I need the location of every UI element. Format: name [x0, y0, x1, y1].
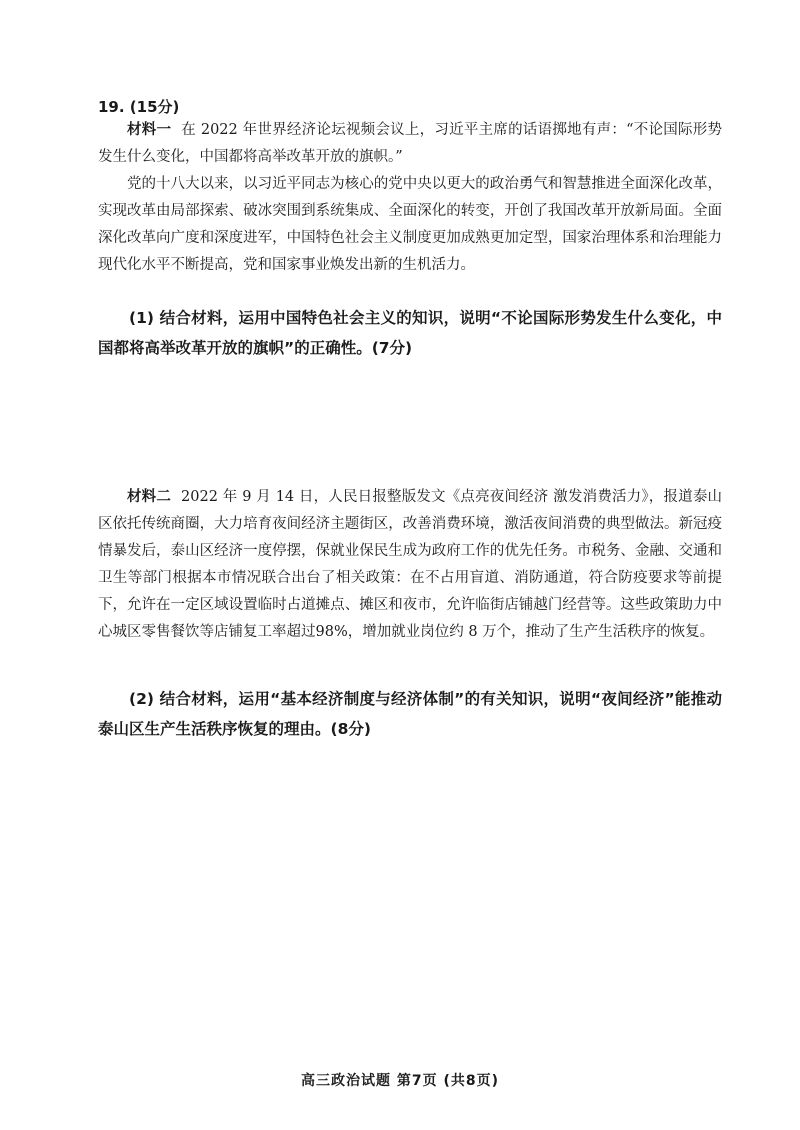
- page-footer: 高三政治试题 第7页 (共8页): [300, 1073, 500, 1089]
- material-one-paragraph-2: 党的十八大以来，以习近平同志为核心的党中央以更大的政治勇气和智慧推进全面深化改革，实现改革由局部探索、破冰突围到系统集成、全面深化的转变，开创了我国改革开放新局面。全面深化改革向广度和深度进军，中国特色社会主义制度更加成熟更加定型，国家治理体系和治理能力现代化水平不断提高，党和国家事业焕发出新的生机活力。: [98, 176, 722, 273]
- material-two-paragraph: [98, 484, 722, 646]
- material-two-text: 2022 年 9 月 14 日，人民日报整版发文《点亮夜间经济 激发消费活力》，报道泰山区依托传统商圈，大力培育夜间经济主题街区，改善消费环境，激活夜间消费的典型做法。新冠疫情暴发后，泰山区经济一度停摆，保就业保民生成为政府工作的优先任务。市税务、金融、交通和卫生等部门根据本市情况联合出台了相关政策：在不占用盲道、消防通道，符合防疫要求等前提下，允许在一定区域设置临时占道摊点、摊区和夜市，允许临街店铺越门经营等。这些政策助力中心城区零售餐饮等店铺复工率超过98%，增加就业岗位约 8 万个，推动了生产生活秩序的恢复。: [98, 489, 723, 640]
- material-one-text: 在 2022 年世界经济论坛视频会议上，习近平主席的话语掷地有声：“不论国际形势发生什么变化，中国都将高举改革开放的旗帜。”: [98, 122, 723, 165]
- material-one-label: 材料一: [127, 122, 172, 138]
- question-number: 19. (15分): [98, 98, 180, 116]
- sub-question-2: (2) 结合材料，运用“基本经济制度与经济体制”的有关知识，说明“夜间经济”能推动泰山区生产生活秩序恢复的理由。(8分): [98, 690, 722, 738]
- sub-question-1: (1) 结合材料，运用中国特色社会主义的知识，说明“不论国际形势发生什么变化，中国都将高举改革开放的旗帜”的正确性。(7分): [98, 309, 722, 357]
- material-two-label: 材料二: [127, 489, 172, 505]
- material-one-paragraph: [98, 117, 722, 171]
